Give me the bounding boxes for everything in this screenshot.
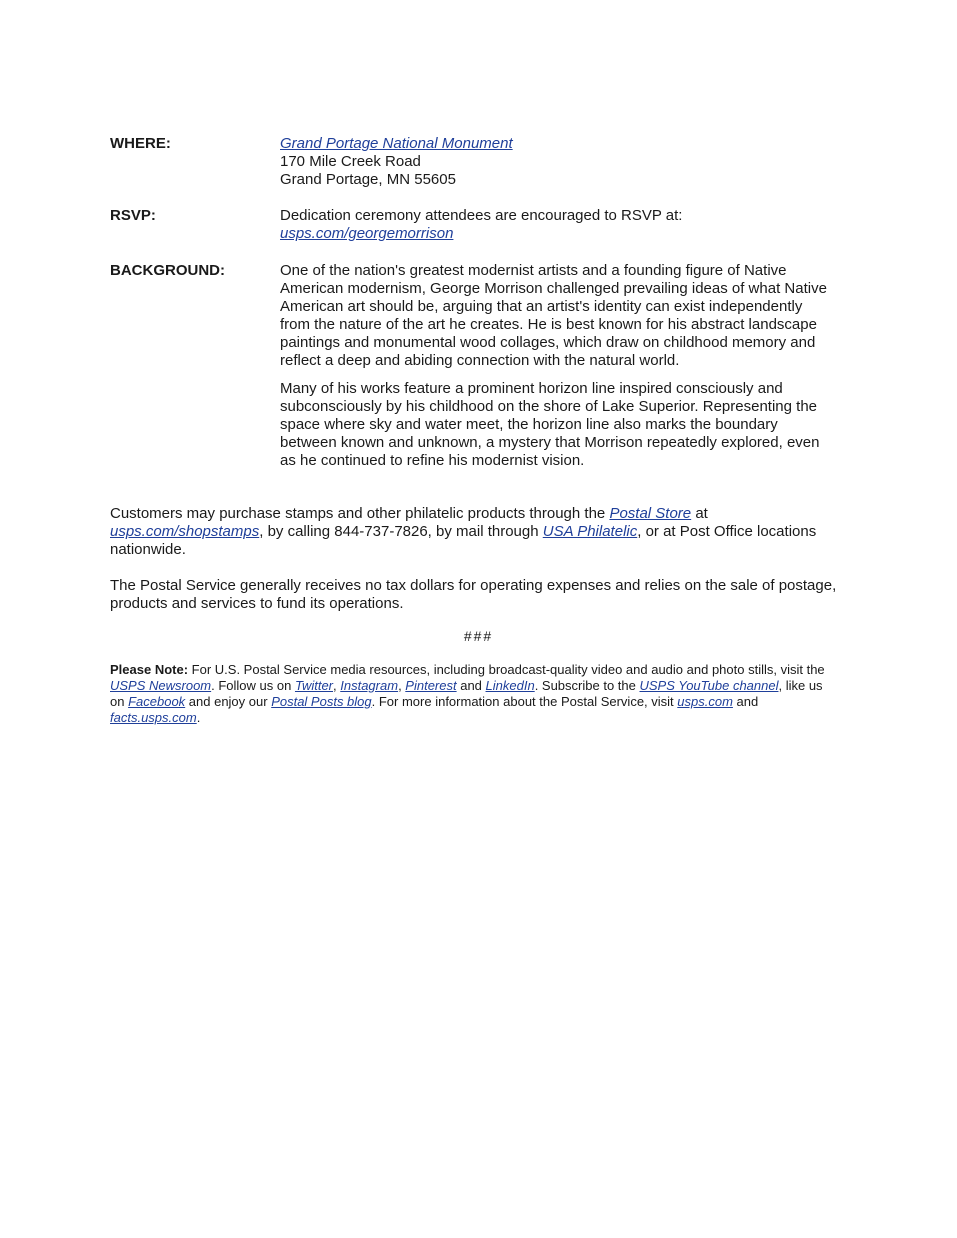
note-text-9: . For more information about the Postal Service, visit [371, 694, 678, 709]
instagram-link[interactable]: Instagram [340, 678, 399, 693]
where-content [280, 135, 830, 189]
where-section [110, 135, 840, 195]
note-text-1: For U.S. Postal Service media resources, including broadcast-quality video and audio and photo stills, visit the [188, 662, 825, 677]
background-paragraph-2: Many of his works feature a prominent horizon line inspired consciously and subconsciously by his childhood on the shore of Lake Superior. Representing the space where sky and water meet, the horizon line also marks the boundary between known and unknown, a mystery that Morrison repeatedly explored, even as he continued to refine his modernist vision. [280, 380, 820, 469]
rsvp-content [280, 207, 830, 243]
rsvp-section [110, 207, 840, 247]
linkedin-link[interactable]: LinkedIn [485, 678, 535, 693]
usa-philatelic-link[interactable]: USA Philatelic [542, 523, 638, 540]
note-text-4: , [398, 678, 406, 693]
facts-usps-com-link[interactable]: facts.usps.com [110, 710, 197, 725]
background-label: BACKGROUND: [110, 262, 225, 279]
pinterest-link[interactable]: Pinterest [405, 678, 457, 693]
shopstamps-link[interactable]: usps.com/shopstamps [110, 523, 260, 540]
postal-store-link[interactable]: Postal Store [609, 505, 692, 522]
purchase-paragraph [110, 505, 840, 559]
youtube-channel-link[interactable]: USPS YouTube channel [639, 678, 779, 693]
note-text-7: , like us on [110, 678, 823, 709]
note-text-3: , [333, 678, 341, 693]
purchase-text-3: , by calling 844-737-7826, by mail through [259, 523, 543, 540]
background-content [280, 262, 830, 470]
rsvp-text: Dedication ceremony attendees are encouraged to RSVP at: [280, 207, 683, 224]
twitter-link[interactable]: Twitter [294, 678, 334, 693]
background-paragraph-1: One of the nation's greatest modernist artists and a founding figure of Native American modernism, George Morrison challenged prevailing ideas of what Native American art should be, arguing that an artist's identity can exist independently from the nature of the art he creates. He is best known for his abstract landscape paintings and monumental wood collages, which draw on childhood memory and reflect a deep and abiding connection with the natural world. [280, 262, 827, 369]
note-text-2: . Follow us on [211, 678, 295, 693]
please-note-label: Please Note: [110, 662, 189, 677]
purchase-text-1: Customers may purchase stamps and other philatelic products through the [110, 505, 610, 522]
note-text-5: and [456, 678, 486, 693]
address-line-2: Grand Portage, MN 55605 [280, 171, 456, 188]
facebook-link[interactable]: Facebook [128, 694, 186, 709]
please-note-paragraph [110, 662, 840, 726]
note-text-6: . Subscribe to the [534, 678, 640, 693]
purchase-text-2: at [691, 505, 708, 522]
address-line-1: 170 Mile Creek Road [280, 153, 421, 170]
usps-com-link[interactable]: usps.com [677, 694, 733, 709]
background-section [110, 262, 840, 492]
rsvp-link[interactable]: usps.com/georgemorrison [280, 225, 454, 242]
separator-hashes: ### [463, 628, 494, 644]
rsvp-label: RSVP: [110, 207, 156, 224]
note-text-8: and enjoy our [185, 694, 272, 709]
postal-posts-blog-link[interactable]: Postal Posts blog [271, 694, 372, 709]
venue-link[interactable]: Grand Portage National Monument [280, 135, 513, 152]
where-label: WHERE: [110, 135, 171, 152]
note-text-11: . [196, 710, 201, 725]
note-text-10: and [732, 694, 759, 709]
funding-paragraph: The Postal Service generally receives no tax dollars for operating expenses and relies on the sale of postage, products and services to fund its operations. [110, 577, 837, 612]
usps-newsroom-link[interactable]: USPS Newsroom [110, 678, 212, 693]
purchase-text-4: , or at Post Office locations nationwide. [110, 523, 817, 558]
